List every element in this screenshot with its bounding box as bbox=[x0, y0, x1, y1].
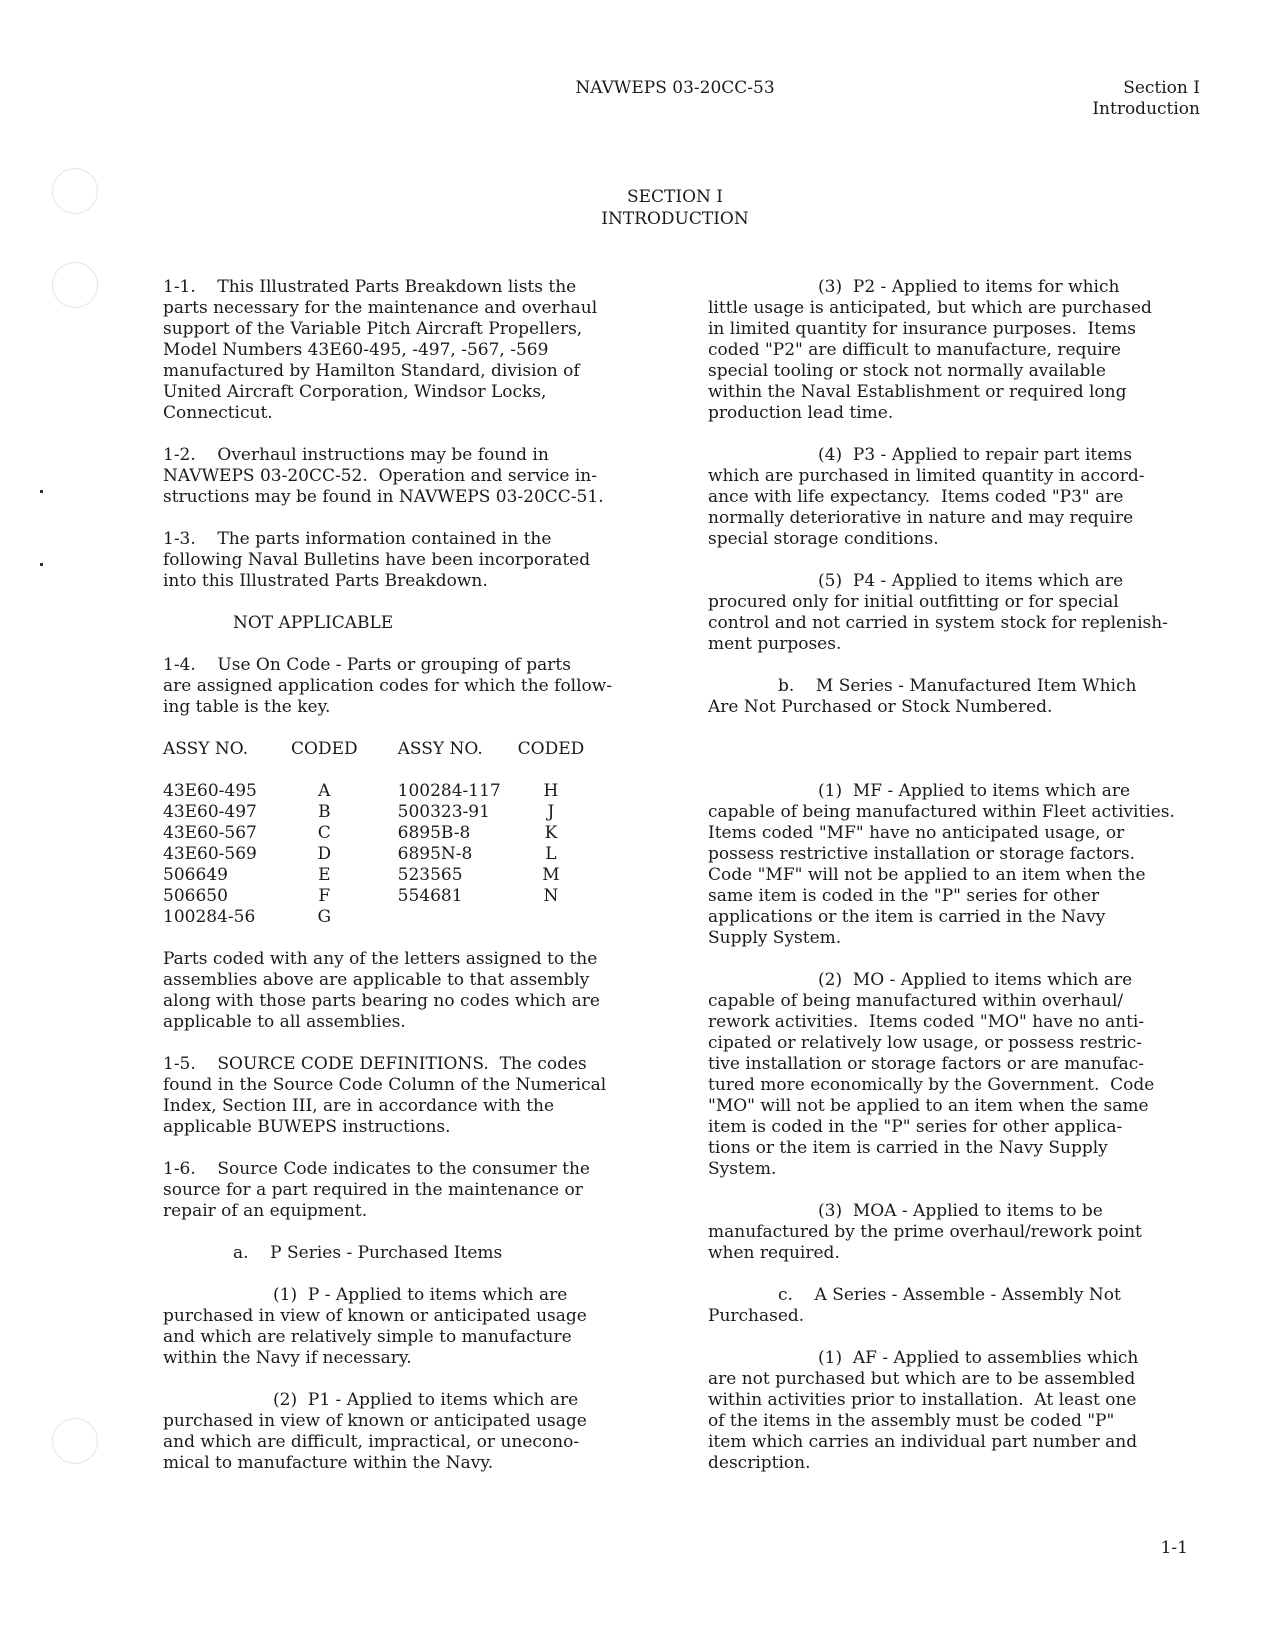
p-series-item-2: (2) P1 - Applied to items which are purchased in view of known or anticipated usage and which are difficult, impractical, or unecono- mical to manufacture within the Navy. bbox=[163, 1390, 587, 1473]
title-line-2: INTRODUCTION bbox=[601, 209, 749, 229]
table-row: 506649 E 523565 M bbox=[163, 865, 560, 885]
table-header: CODED bbox=[517, 739, 585, 759]
left-column bbox=[163, 277, 663, 1474]
m-series-item-3: (3) MOA - Applied to items to be manufactured by the prime overhaul/rework point when required. bbox=[708, 1201, 1142, 1263]
table-row: 506650 F 554681 N bbox=[163, 886, 559, 906]
not-applicable-note: NOT APPLICABLE bbox=[233, 613, 394, 633]
table-row: 43E60-495 A 100284-117 H bbox=[163, 781, 559, 801]
p-series-heading: a. P Series - Purchased Items bbox=[233, 1243, 503, 1263]
m-series-item-2: (2) MO - Applied to items which are capable of being manufactured within overhaul/ rework activities. Items coded "MO" have no anti- cipated or relatively low usage, or possess restric- tive installation or storage factors or are manufac- tured more economically by the Government. Code "MO" will not be applied to an item when the same item is coded in the "P" series for other applica- tions or the item is carried in the Navy Supply System. bbox=[708, 970, 1155, 1179]
paragraph-1-6: 1-6. Source Code indicates to the consumer the source for a part required in the maintenance or repair of an equipment. bbox=[163, 1159, 590, 1221]
paragraph-1-5: 1-5. SOURCE CODE DEFINITIONS. The codes found in the Source Code Column of the Numerical Index, Section III, are in accordance with the applicable BUWEPS instructions. bbox=[163, 1054, 607, 1137]
table-row: 43E60-497 B 500323-91 J bbox=[163, 802, 555, 822]
a-series-heading: c. A Series - Assemble - Assembly Not Purchased. bbox=[708, 1285, 1121, 1326]
m-series-heading: b. M Series - Manufactured Item Which Are Not Purchased or Stock Numbered. bbox=[708, 676, 1137, 717]
paragraph-1-4: 1-4. Use On Code - Parts or grouping of parts are assigned application codes for which the follow- ing table is the key. bbox=[163, 655, 613, 717]
table-header: CODED bbox=[291, 739, 358, 759]
section-label: Section I bbox=[1123, 78, 1200, 98]
scan-speck bbox=[40, 490, 43, 493]
paragraph-1-1: 1-1. This Illustrated Parts Breakdown lists the parts necessary for the maintenance and overhaul support of the Variable Pitch Aircraft Propellers, Model Numbers 43E60-495, -497, -567, -569 manufactured by Hamilton Standard, division of United Aircraft Corporation, Windsor Locks, Connecticut. bbox=[163, 277, 598, 423]
p-series-item-4: (4) P3 - Applied to repair part items which are purchased in limited quantity in accord- ance with life expectancy. Items coded "P3" are normally deteriorative in nature and may require special storage conditions. bbox=[708, 445, 1145, 549]
p-series-item-3: (3) P2 - Applied to items for which little usage is anticipated, but which are purchased in limited quantity for insurance purposes. Items coded "P2" are difficult to manufacture, require special tooling or stock not normally available within the Naval Establishment or required long production lead time. bbox=[708, 277, 1152, 423]
p-series-item-5: (5) P4 - Applied to items which are procured only for initial outfitting or for special control and not carried in system stock for replenish- ment purposes. bbox=[708, 571, 1168, 654]
m-series-item-1: (1) MF - Applied to items which are capable of being manufactured within Fleet activities. Items coded "MF" have no anticipated usage, or possess restrictive installation or storage factors. Code "MF" will not be applied to an item when the same item is coded in the "P" series for other applications or the item is carried in the Navy Supply System. bbox=[708, 781, 1175, 948]
table-row: 43E60-569 D 6895N-8 L bbox=[163, 844, 557, 864]
section-header bbox=[1092, 78, 1200, 120]
use-on-code-table bbox=[163, 739, 584, 928]
right-column bbox=[708, 277, 1228, 1474]
title-line-1: SECTION I bbox=[626, 187, 724, 207]
table-header: ASSY NO. bbox=[163, 739, 249, 759]
paragraph-parts-coded: Parts coded with any of the letters assigned to the assemblies above are applicable to that assembly along with those parts bearing no codes which are applicable to all assemblies. bbox=[163, 949, 600, 1032]
a-series-item-1: (1) AF - Applied to assemblies which are not purchased but which are to be assembled within activities prior to installation. At least one of the items in the assembly must be coded "P" item which carries an individual part number and description. bbox=[708, 1348, 1139, 1473]
punch-hole bbox=[52, 262, 98, 308]
section-name: Introduction bbox=[1092, 99, 1200, 119]
table-row: 43E60-567 C 6895B-8 K bbox=[163, 823, 558, 843]
table-header-row bbox=[163, 739, 584, 760]
scan-speck bbox=[40, 563, 43, 566]
p-series-item-1: (1) P - Applied to items which are purchased in view of known or anticipated usage and which are relatively simple to manufacture within the Navy if necessary. bbox=[163, 1285, 587, 1368]
punch-hole bbox=[52, 1418, 98, 1464]
paragraph-1-2: 1-2. Overhaul instructions may be found in NAVWEPS 03-20CC-52. Operation and service in- structions may be found in NAVWEPS 03-20CC-51. bbox=[163, 445, 604, 507]
table-header: ASSY NO. bbox=[397, 739, 483, 759]
doc-number: NAVWEPS 03-20CC-53 bbox=[575, 78, 775, 98]
page-title bbox=[0, 186, 1278, 230]
page-number: 1-1 bbox=[1160, 1538, 1188, 1558]
table-row: 100284-56 G bbox=[163, 907, 332, 927]
paragraph-1-3: 1-3. The parts information contained in the following Naval Bulletins have been incorporated into this Illustrated Parts Breakdown. bbox=[163, 529, 591, 591]
